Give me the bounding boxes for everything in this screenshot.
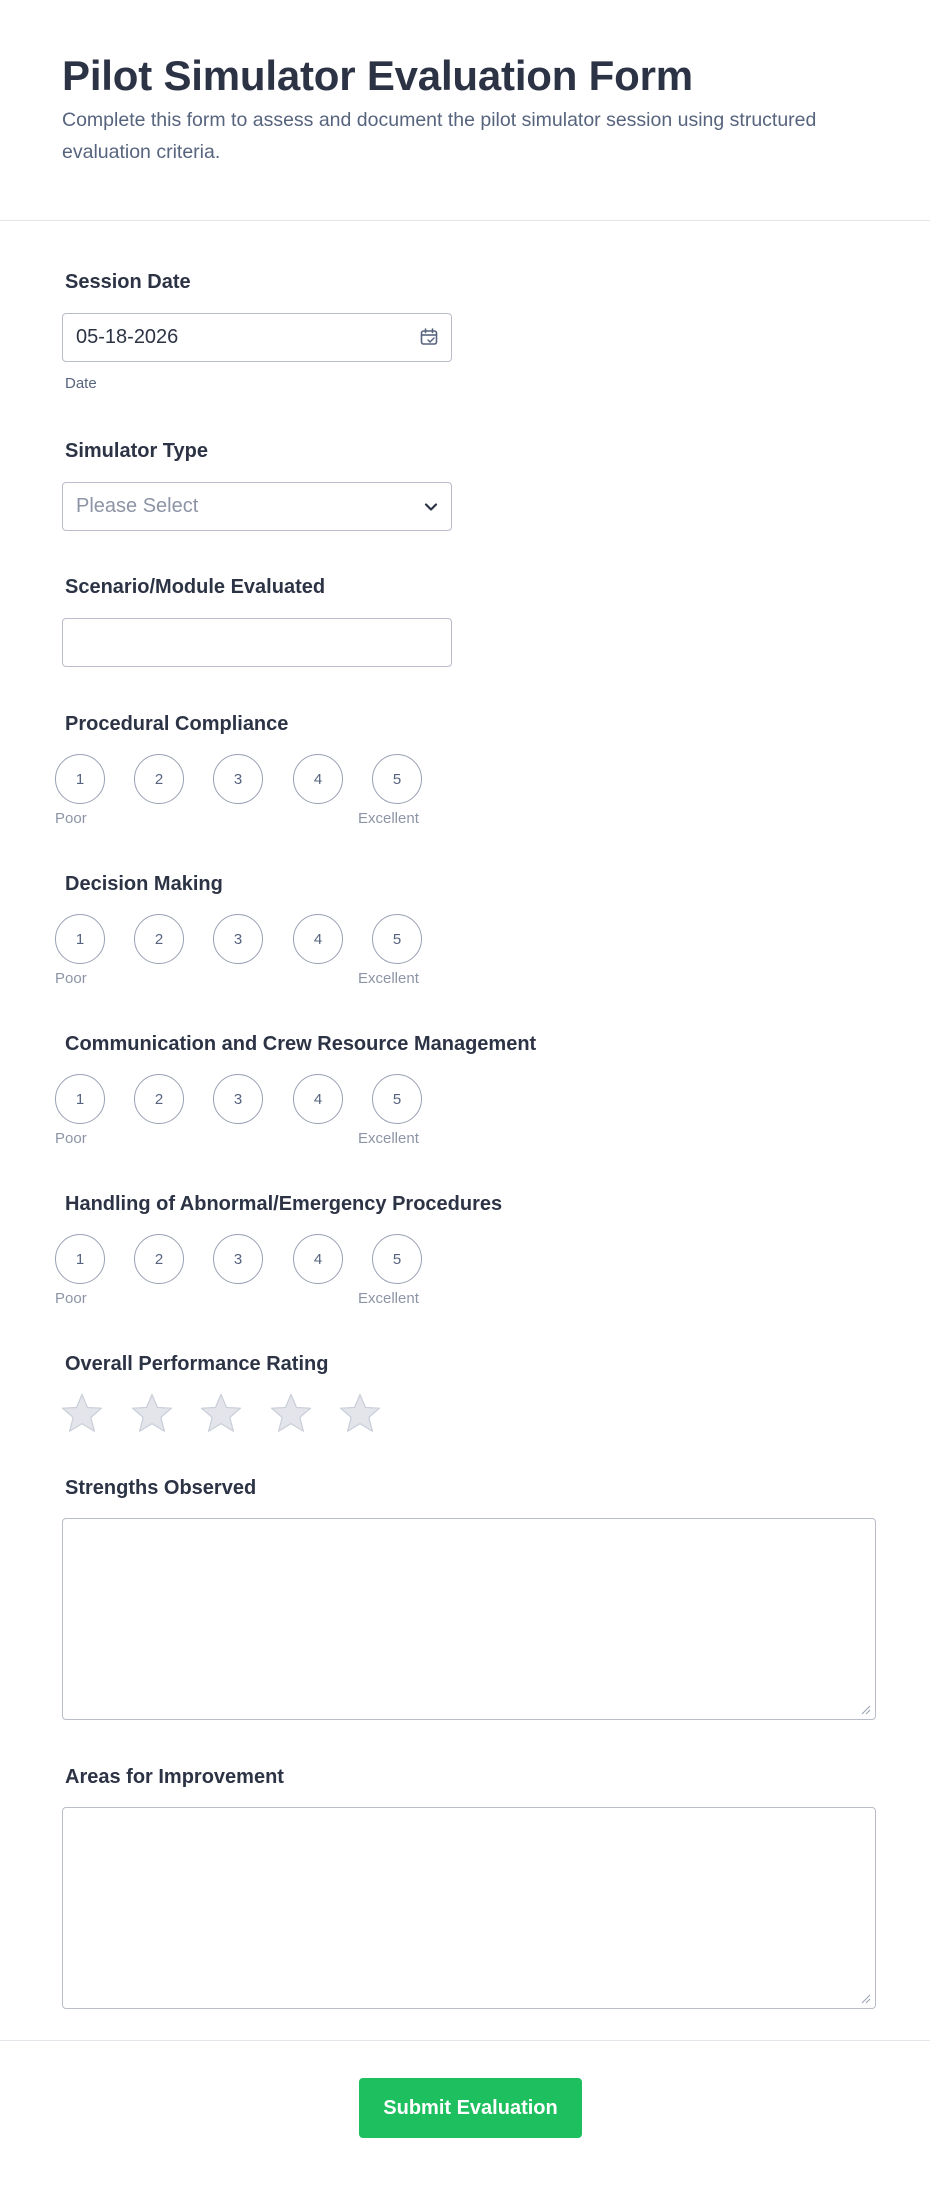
decision-making-option-1[interactable]: 1 [55,914,105,964]
form-header [0,0,930,221]
procedural-compliance-high-label: Excellent [358,810,419,827]
improvement-label: Areas for Improvement [65,1766,284,1788]
strengths-label: Strengths Observed [65,1477,257,1499]
decision-making-option-3[interactable]: 3 [213,914,263,964]
communication-crm-option-4[interactable]: 4 [293,1074,343,1124]
emergency-procedures-option-4[interactable]: 4 [293,1234,343,1284]
session-date-label: Session Date [65,271,191,293]
star-icon-2[interactable] [131,1393,173,1433]
star-icon-1[interactable] [61,1393,103,1433]
communication-crm-option-3[interactable]: 3 [213,1074,263,1124]
scenario-label: Scenario/Module Evaluated [65,576,326,598]
footer-divider [0,2040,930,2041]
emergency-procedures-low-label: Poor [55,1290,87,1307]
communication-crm-option-1[interactable]: 1 [55,1074,105,1124]
resize-handle-icon[interactable] [861,1994,871,2004]
decision-making-option-5[interactable]: 5 [372,914,422,964]
star-icon-3[interactable] [200,1393,242,1433]
form-description: Complete this form to assess and document the pilot simulator session using structured evaluation criteria. [62,109,817,163]
emergency-procedures-option-3[interactable]: 3 [213,1234,263,1284]
procedural-compliance-low-label: Poor [55,810,87,827]
emergency-procedures-option-2[interactable]: 2 [134,1234,184,1284]
procedural-compliance-option-4[interactable]: 4 [293,754,343,804]
overall-rating-label: Overall Performance Rating [65,1353,329,1375]
simulator-type-label: Simulator Type [65,440,208,462]
scenario-input[interactable] [62,618,452,667]
strengths-textarea[interactable] [62,1518,876,1720]
decision-making-high-label: Excellent [358,970,419,987]
decision-making-label: Decision Making [65,873,223,895]
session-date-value: 05-18-2026 [76,326,179,348]
star-icon-4[interactable] [270,1393,312,1433]
communication-crm-option-2[interactable]: 2 [134,1074,184,1124]
star-icon-5[interactable] [339,1393,381,1433]
simulator-type-placeholder: Please Select [76,495,199,517]
session-date-input[interactable] [62,313,452,362]
form-title: Pilot Simulator Evaluation Form [62,52,693,99]
emergency-procedures-option-1[interactable]: 1 [55,1234,105,1284]
procedural-compliance-option-2[interactable]: 2 [134,754,184,804]
improvement-textarea[interactable] [62,1807,876,2009]
communication-crm-option-5[interactable]: 5 [372,1074,422,1124]
submit-evaluation-button[interactable]: Submit Evaluation [359,2078,582,2138]
communication-crm-label: Communication and Crew Resource Management [65,1033,537,1055]
calendar-icon[interactable] [419,327,439,347]
resize-handle-icon[interactable] [861,1705,871,1715]
decision-making-low-label: Poor [55,970,87,987]
emergency-procedures-high-label: Excellent [358,1290,419,1307]
emergency-procedures-option-5[interactable]: 5 [372,1234,422,1284]
decision-making-option-4[interactable]: 4 [293,914,343,964]
simulator-type-select[interactable] [62,482,452,531]
communication-crm-low-label: Poor [55,1130,87,1147]
chevron-down-icon [423,499,439,515]
procedural-compliance-option-3[interactable]: 3 [213,754,263,804]
procedural-compliance-option-5[interactable]: 5 [372,754,422,804]
communication-crm-high-label: Excellent [358,1130,419,1147]
procedural-compliance-label: Procedural Compliance [65,713,289,735]
emergency-procedures-label: Handling of Abnormal/Emergency Procedures [65,1193,503,1215]
decision-making-option-2[interactable]: 2 [134,914,184,964]
session-date-sublabel: Date [65,375,97,392]
procedural-compliance-option-1[interactable]: 1 [55,754,105,804]
